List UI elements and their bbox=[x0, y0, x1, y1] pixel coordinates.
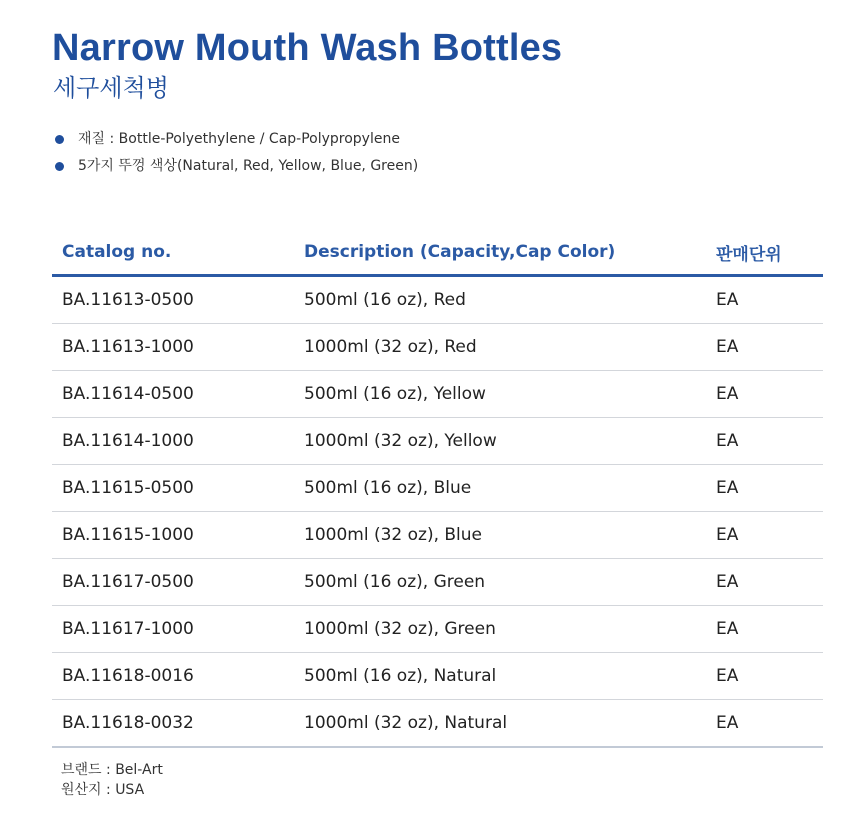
spec-text: 5가지 뚜껑 색상(Natural, Red, Yellow, Blue, Green) bbox=[78, 158, 419, 174]
table-row bbox=[52, 371, 823, 418]
brand-text: 브랜드 : Bel-Art bbox=[61, 762, 163, 778]
cell-catalog-no: BA.11617-1000 bbox=[52, 606, 294, 653]
catalog-table bbox=[52, 230, 823, 748]
table-row bbox=[52, 324, 823, 371]
spec-item-cap-colors bbox=[54, 153, 418, 180]
spec-text: 재질 : Bottle-Polyethylene / Cap-Polypropylene bbox=[78, 131, 400, 147]
product-info-footer bbox=[61, 760, 163, 800]
cell-unit: EA bbox=[706, 418, 823, 465]
table-row bbox=[52, 465, 823, 512]
header-sales-unit: 판매단위 bbox=[706, 230, 823, 276]
cell-catalog-no: BA.11618-0016 bbox=[52, 653, 294, 700]
table-row bbox=[52, 512, 823, 559]
page-subtitle: 세구세척병 bbox=[53, 74, 169, 102]
bullet-dot-icon bbox=[55, 135, 64, 144]
cell-description: 500ml (16 oz), Green bbox=[294, 559, 706, 606]
cell-description: 1000ml (32 oz), Blue bbox=[294, 512, 706, 559]
cell-unit: EA bbox=[706, 371, 823, 418]
cell-unit: EA bbox=[706, 653, 823, 700]
header-catalog-no: Catalog no. bbox=[52, 230, 294, 276]
cell-catalog-no: BA.11614-1000 bbox=[52, 418, 294, 465]
cell-unit: EA bbox=[706, 559, 823, 606]
table-header-row bbox=[52, 230, 823, 276]
cell-unit: EA bbox=[706, 465, 823, 512]
cell-description: 1000ml (32 oz), Green bbox=[294, 606, 706, 653]
cell-description: 1000ml (32 oz), Red bbox=[294, 324, 706, 371]
spec-item-material bbox=[54, 126, 418, 153]
cell-catalog-no: BA.11617-0500 bbox=[52, 559, 294, 606]
page-title: Narrow Mouth Wash Bottles bbox=[52, 27, 563, 69]
cell-description: 500ml (16 oz), Natural bbox=[294, 653, 706, 700]
table-row bbox=[52, 653, 823, 700]
table-row bbox=[52, 700, 823, 748]
spec-list bbox=[54, 126, 418, 180]
table-row bbox=[52, 606, 823, 653]
cell-catalog-no: BA.11613-1000 bbox=[52, 324, 294, 371]
cell-catalog-no: BA.11615-1000 bbox=[52, 512, 294, 559]
cell-unit: EA bbox=[706, 512, 823, 559]
cell-unit: EA bbox=[706, 324, 823, 371]
cell-description: 500ml (16 oz), Red bbox=[294, 276, 706, 324]
cell-description: 1000ml (32 oz), Natural bbox=[294, 700, 706, 748]
cell-unit: EA bbox=[706, 606, 823, 653]
bullet-dot-icon bbox=[55, 162, 64, 171]
cell-catalog-no: BA.11613-0500 bbox=[52, 276, 294, 324]
table-row bbox=[52, 276, 823, 324]
cell-catalog-no: BA.11618-0032 bbox=[52, 700, 294, 748]
cell-unit: EA bbox=[706, 276, 823, 324]
cell-description: 500ml (16 oz), Blue bbox=[294, 465, 706, 512]
origin-text: 원산지 : USA bbox=[61, 782, 145, 798]
header-description: Description (Capacity,Cap Color) bbox=[294, 230, 706, 276]
cell-catalog-no: BA.11614-0500 bbox=[52, 371, 294, 418]
cell-description: 1000ml (32 oz), Yellow bbox=[294, 418, 706, 465]
cell-description: 500ml (16 oz), Yellow bbox=[294, 371, 706, 418]
table-row bbox=[52, 418, 823, 465]
cell-catalog-no: BA.11615-0500 bbox=[52, 465, 294, 512]
cell-unit: EA bbox=[706, 700, 823, 748]
table-row bbox=[52, 559, 823, 606]
